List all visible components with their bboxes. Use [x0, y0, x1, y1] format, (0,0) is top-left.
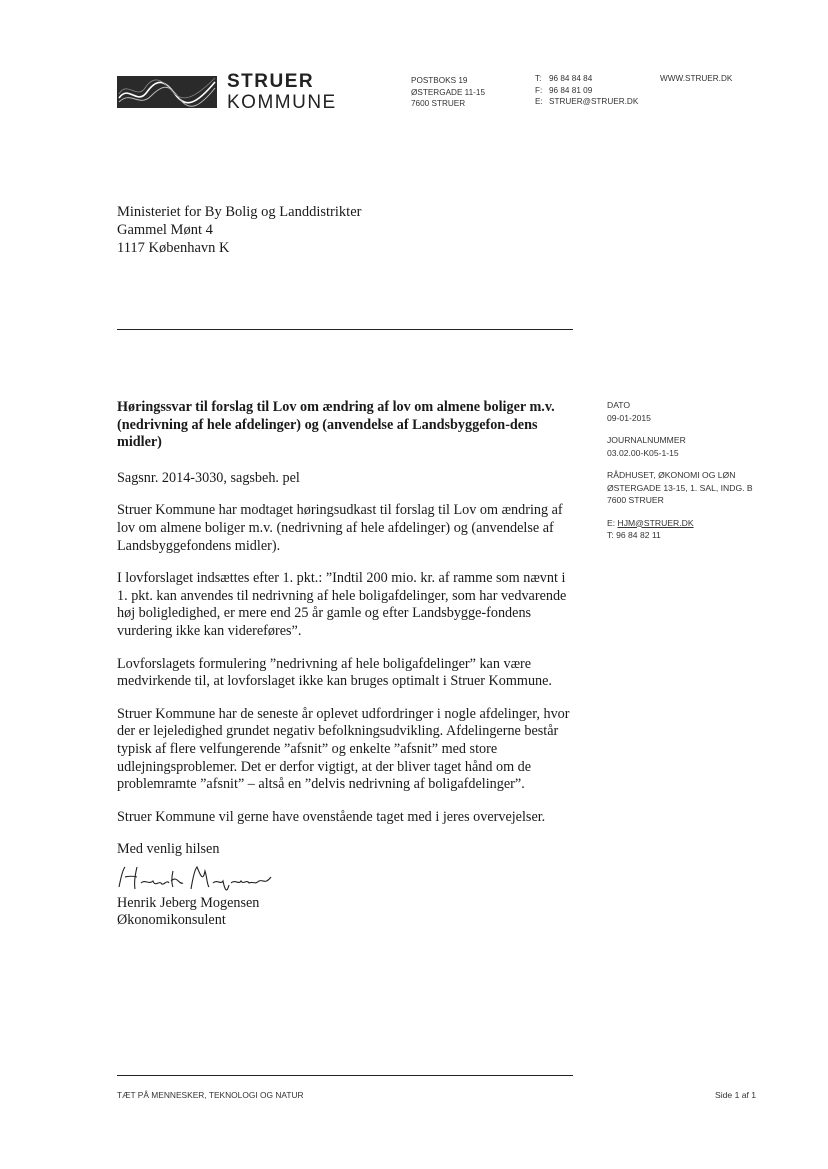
- address-line: ØSTERGADE 11-15: [411, 87, 486, 97]
- recipient-line: Gammel Mønt 4: [117, 222, 213, 238]
- closing-block: [117, 841, 577, 930]
- recipient-line: Ministeriet for By Bolig og Landdistrikter: [117, 204, 362, 220]
- case-reference: Sagsnr. 2014-3030, sagsbeh. pel: [117, 469, 300, 486]
- struer-logo-graphic: [117, 76, 217, 108]
- header-address: [411, 75, 485, 110]
- phone-value: 96 84 82 11: [616, 530, 661, 540]
- divider-bottom: [117, 1075, 573, 1076]
- address-line: POSTBOKS 19: [411, 76, 468, 85]
- side-meta-column: [607, 399, 753, 552]
- contact-value: 96 84 81 09: [549, 85, 593, 95]
- date-label: DATO: [607, 400, 631, 410]
- department-line: RÅDHUSET, ØKONOMI OG LØN: [607, 470, 736, 480]
- footer-tagline: TÆT PÅ MENNESKER, TEKNOLOGI OG NATUR: [117, 1090, 304, 1100]
- signer-name: Henrik Jeberg Mogensen: [117, 894, 260, 911]
- page-number: Side 1 af 1: [715, 1090, 757, 1100]
- body-paragraph: I lovforslaget indsættes efter 1. pkt.: ”Indtil 200 mio. kr. af ramme som nævnt i 1. pkt. kan anvendes til nedrivning af hele boligafdelinger, som har vedvarende høj boligledighed, er mere end 25 år gamle og efter Landsbygge-fondens vurdering ikke kan videreføres”.: [117, 570, 567, 639]
- logo-word-struer: STRUER: [227, 71, 315, 92]
- date-value: 09-01-2015: [607, 412, 651, 423]
- contact-fax: [535, 85, 638, 97]
- email-link[interactable]: HJM@STRUER.DK: [617, 517, 694, 528]
- struer-logo-wordmark: [227, 72, 337, 112]
- signer-title: Økonomikonsulent: [117, 912, 226, 929]
- contact-label: T:: [535, 74, 542, 83]
- email-label: E:: [607, 517, 616, 528]
- body-paragraph: Struer Kommune vil gerne have ovenstående taget med i jeres overvejelser.: [117, 808, 546, 825]
- contact-value: 96 84 84 84: [549, 74, 593, 83]
- letter-subject: Høringssvar til forslag til Lov om ændring af lov om almene boliger m.v. (nedrivning af hele afdelinger) og (anvendelse af Landsbyggefon-dens midler): [117, 399, 555, 451]
- department-line: ØSTERGADE 13-15, 1. SAL, INDG. B: [607, 482, 753, 493]
- letter-body: [117, 399, 577, 930]
- header-contact: [535, 73, 638, 108]
- handwritten-signature: [115, 863, 275, 893]
- body-paragraph: Struer Kommune har modtaget høringsudkast til forslag til Lov om ændring af lov om almene boliger m.v. (nedrivning af hele afdelinger) og (anvendelse af Landsbyggefondens midler).: [117, 502, 563, 554]
- header-website-link[interactable]: WWW.STRUER.DK: [660, 74, 733, 83]
- body-paragraph: Struer Kommune har de seneste år oplevet udfordringer i nogle afdelinger, hvor der er lejeledighed grundet negativ befolkningsudvikling. Afdelingerne består typisk af flere velfungerende ”afsnit” og enkelte ”afsnit” med store udlejningsproblemer. Det er derfor vigtigt, at der bliver taget hånd om de problemramte ”afsnit” – altså en ”delvis nedrivning af boligafdelinger”.: [117, 705, 570, 793]
- contact-value[interactable]: STRUER@STRUER.DK: [549, 97, 639, 106]
- date-block: [607, 399, 753, 424]
- contact-label: E:: [535, 97, 543, 106]
- divider-top: [117, 329, 573, 330]
- contact-phone: [535, 73, 638, 85]
- contact-label: F:: [535, 85, 543, 95]
- body-paragraph: Lovforslagets formulering ”nedrivning af hele boligafdelinger” kan være medvirkende til, at lovforslaget ikke kan bruges optimalt i Struer Kommune.: [117, 655, 552, 690]
- department-block: [607, 469, 753, 507]
- journal-label: JOURNALNUMMER: [607, 435, 686, 445]
- journal-value: 03.02.00-K05-1-15: [607, 447, 679, 458]
- department-line: 7600 STRUER: [607, 495, 664, 505]
- recipient-line: 1117 København K: [117, 240, 230, 256]
- closing-greeting: Med venlig hilsen: [117, 841, 220, 858]
- journal-block: [607, 434, 753, 459]
- contact-email-row: [607, 517, 753, 530]
- logo-word-kommune: KOMMUNE: [227, 92, 337, 113]
- phone-label: T:: [607, 530, 614, 540]
- recipient-address: [117, 203, 361, 257]
- contact-email: [535, 96, 638, 108]
- address-line: 7600 STRUER: [411, 99, 466, 108]
- contact-person-block: [607, 517, 753, 542]
- contact-phone-row: [607, 529, 753, 542]
